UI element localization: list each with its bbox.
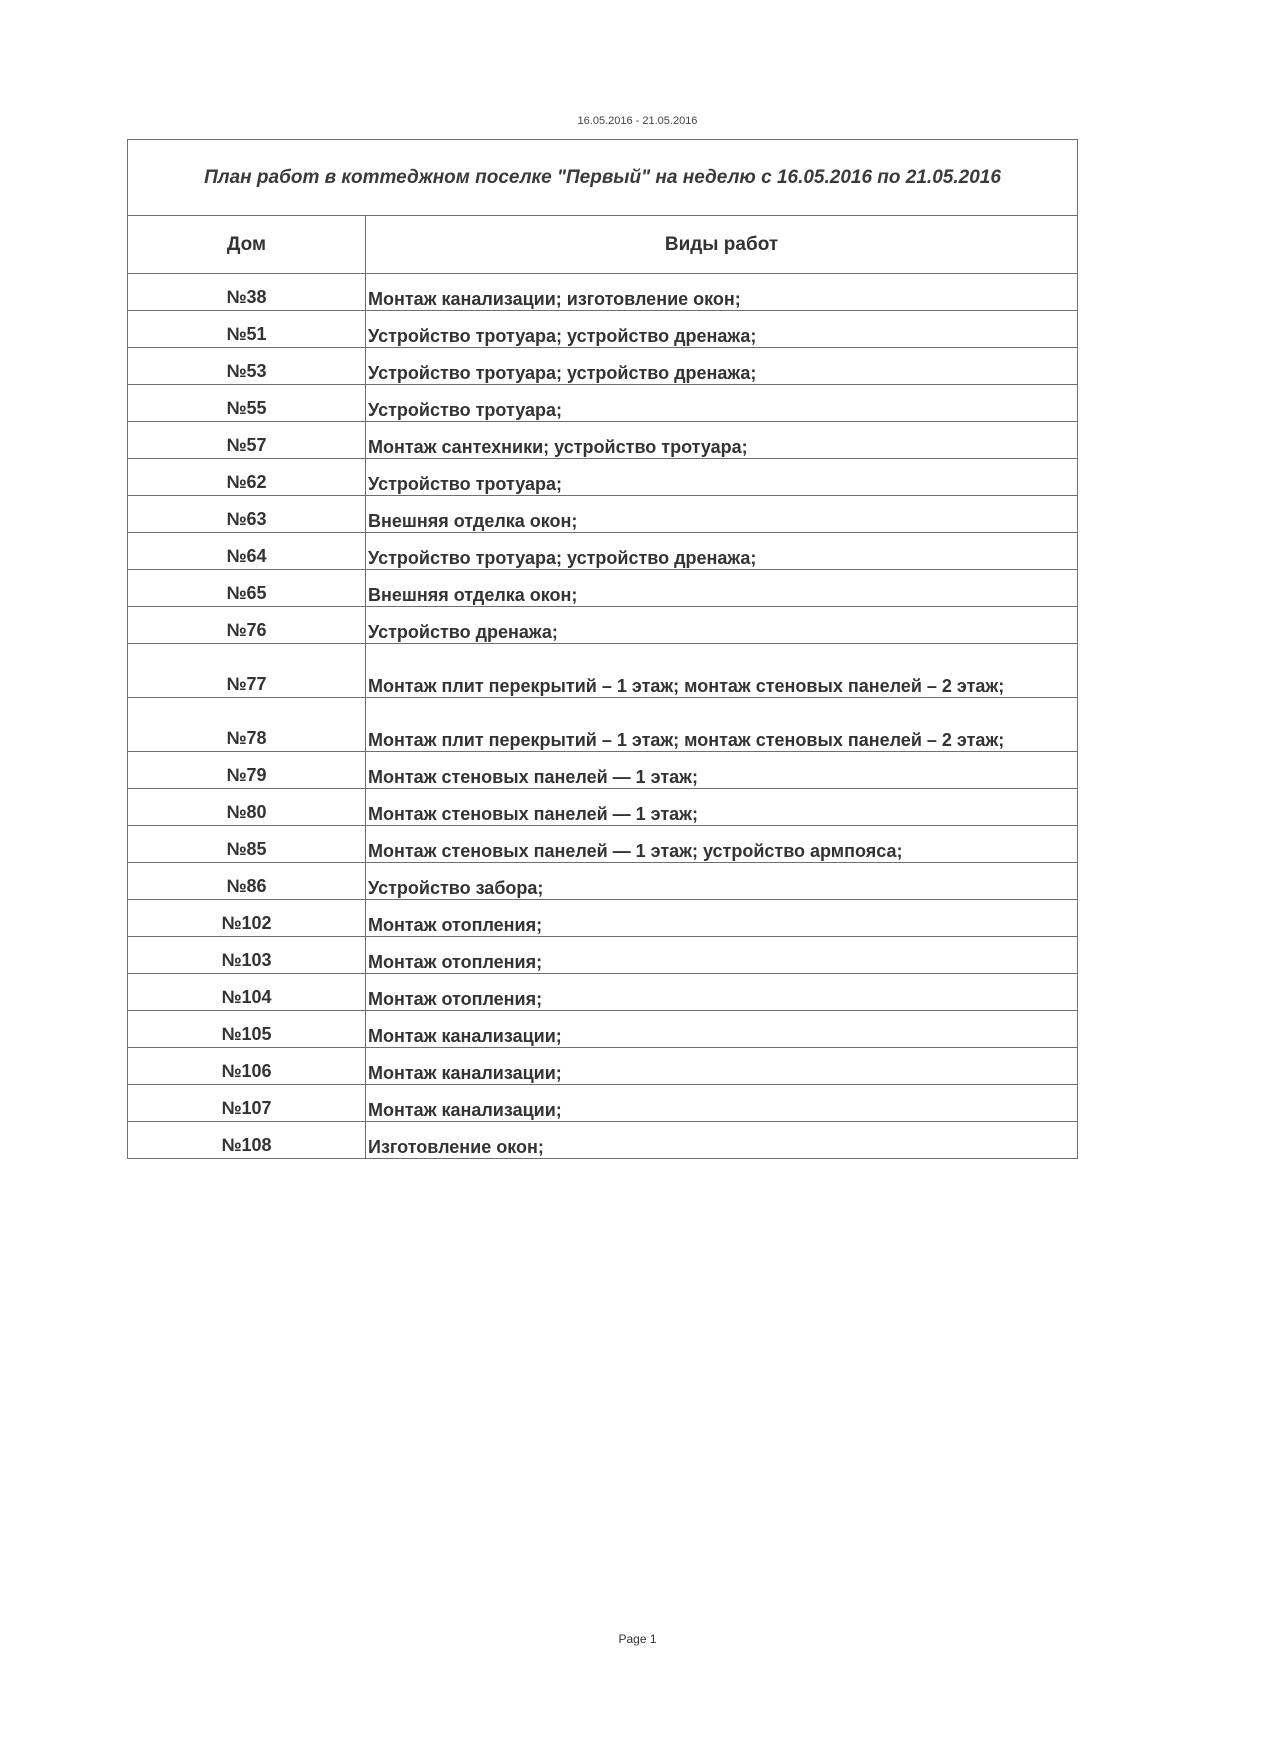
work-types: Внешняя отделка окон; [366, 570, 1078, 607]
column-header-works: Виды работ [366, 216, 1078, 274]
work-types: Устройство забора; [366, 863, 1078, 900]
house-number: №77 [128, 644, 366, 698]
house-number: №106 [128, 1048, 366, 1085]
table-row [128, 698, 1078, 752]
house-number: №79 [128, 752, 366, 789]
house-number: №63 [128, 496, 366, 533]
table-row [128, 974, 1078, 1011]
house-number: №104 [128, 974, 366, 1011]
page-number: Page 1 [618, 1632, 657, 1646]
house-number: №55 [128, 385, 366, 422]
work-types: Устройство дренажа; [366, 607, 1078, 644]
house-number: №57 [128, 422, 366, 459]
work-types: Монтаж отопления; [366, 937, 1078, 974]
house-number: №108 [128, 1122, 366, 1159]
page-header-dates: 16.05.2016 - 21.05.2016 [577, 115, 698, 127]
work-types: Монтаж канализации; изготовление окон; [366, 274, 1078, 311]
work-types: Монтаж канализации; [366, 1011, 1078, 1048]
work-types: Монтаж плит перекрытий – 1 этаж; монтаж стеновых панелей – 2 этаж; [366, 644, 1078, 698]
work-types: Внешняя отделка окон; [366, 496, 1078, 533]
work-types: Монтаж канализации; [366, 1048, 1078, 1085]
work-plan-table [127, 139, 1078, 1159]
table-row [128, 570, 1078, 607]
house-number: №85 [128, 826, 366, 863]
house-number: №105 [128, 1011, 366, 1048]
table-row [128, 533, 1078, 570]
house-number: №86 [128, 863, 366, 900]
work-types: Устройство тротуара; устройство дренажа; [366, 348, 1078, 385]
table-row [128, 459, 1078, 496]
house-number: №65 [128, 570, 366, 607]
house-number: №107 [128, 1085, 366, 1122]
table-row [128, 385, 1078, 422]
house-number: №80 [128, 789, 366, 826]
house-number: №102 [128, 900, 366, 937]
work-types: Монтаж стеновых панелей — 1 этаж; [366, 752, 1078, 789]
table-row [128, 752, 1078, 789]
table-row [128, 644, 1078, 698]
work-types: Изготовление окон; [366, 1122, 1078, 1159]
table-row [128, 863, 1078, 900]
work-types: Устройство тротуара; устройство дренажа; [366, 533, 1078, 570]
house-number: №64 [128, 533, 366, 570]
table-row [128, 311, 1078, 348]
work-types: Устройство тротуара; [366, 385, 1078, 422]
column-header-house: Дом [128, 216, 366, 274]
house-number: №76 [128, 607, 366, 644]
house-number: №103 [128, 937, 366, 974]
table-row [128, 900, 1078, 937]
table-row [128, 826, 1078, 863]
house-number: №78 [128, 698, 366, 752]
table-row [128, 1048, 1078, 1085]
table-row [128, 422, 1078, 459]
table-row [128, 274, 1078, 311]
house-number: №62 [128, 459, 366, 496]
work-types: Монтаж отопления; [366, 974, 1078, 1011]
table-row [128, 1122, 1078, 1159]
house-number: №51 [128, 311, 366, 348]
work-types: Монтаж отопления; [366, 900, 1078, 937]
table-row [128, 496, 1078, 533]
work-types: Монтаж канализации; [366, 1085, 1078, 1122]
house-number: №53 [128, 348, 366, 385]
work-types: Монтаж плит перекрытий – 1 этаж; монтаж стеновых панелей – 2 этаж; [366, 698, 1078, 752]
table-row [128, 607, 1078, 644]
table-row [128, 789, 1078, 826]
work-types: Монтаж стеновых панелей — 1 этаж; устройство армпояса; [366, 826, 1078, 863]
work-types: Монтаж стеновых панелей — 1 этаж; [366, 789, 1078, 826]
table-title: План работ в коттеджном поселке "Первый" на неделю с 16.05.2016 по 21.05.2016 [128, 140, 1078, 216]
house-number: №38 [128, 274, 366, 311]
table-row [128, 348, 1078, 385]
table-row [128, 937, 1078, 974]
table-body [128, 274, 1078, 1159]
table-row [128, 1011, 1078, 1048]
work-types: Устройство тротуара; устройство дренажа; [366, 311, 1078, 348]
table-row [128, 1085, 1078, 1122]
work-types: Монтаж сантехники; устройство тротуара; [366, 422, 1078, 459]
work-types: Устройство тротуара; [366, 459, 1078, 496]
